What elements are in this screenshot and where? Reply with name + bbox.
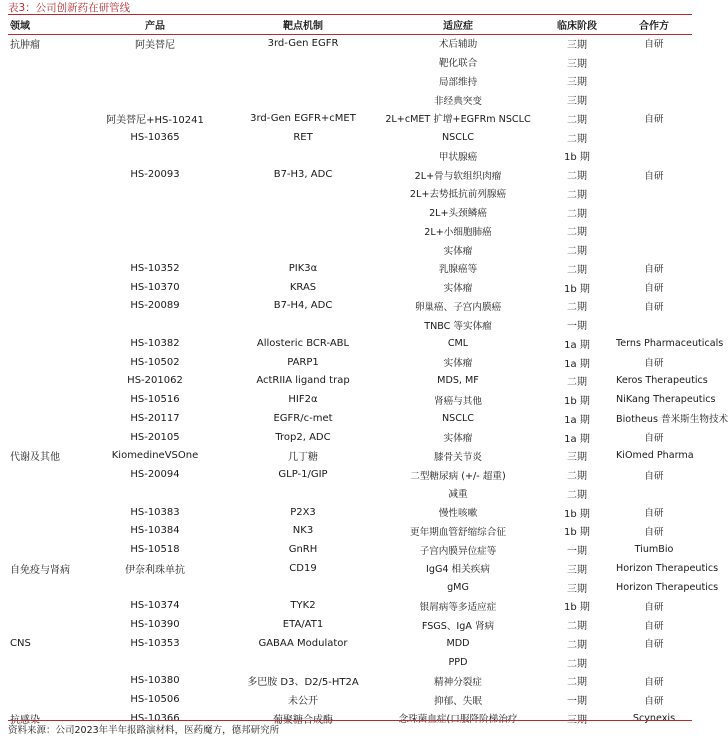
cell-phase: 二期 xyxy=(567,114,587,126)
cell-product: HS-20093 xyxy=(130,169,180,181)
cell-phase: 二期 xyxy=(567,264,587,276)
cell-phase: 二期 xyxy=(567,302,587,314)
cell-mechanism xyxy=(228,90,378,109)
cell-domain xyxy=(8,90,82,109)
cell-phase: 三期 xyxy=(567,77,587,89)
cell-partner: 自研 xyxy=(644,283,664,295)
cell-partner: 自研 xyxy=(644,301,664,313)
cell-domain xyxy=(8,315,82,334)
cell-product: HS-10353 xyxy=(130,637,180,649)
cell-indication: TNBC 等实体瘤 xyxy=(424,320,492,332)
table-row xyxy=(8,428,692,447)
cell-mechanism: B7-H3, ADC xyxy=(273,169,333,181)
cell-partner: 自研 xyxy=(644,358,664,370)
table-row xyxy=(8,90,692,109)
bottom-rule xyxy=(8,720,692,721)
cell-product: HS-10390 xyxy=(130,619,180,631)
header-indication: 适应症 xyxy=(443,21,473,32)
cell-product: HS-20094 xyxy=(130,469,180,481)
cell-indication: 非经典突变 xyxy=(434,95,482,107)
cell-domain: 代谢及其他 xyxy=(10,452,60,464)
cell-phase: 二期 xyxy=(567,246,587,258)
cell-product xyxy=(82,147,228,166)
cell-mechanism: NK3 xyxy=(292,525,314,537)
cell-partner: 自研 xyxy=(644,170,664,182)
cell-domain xyxy=(8,278,82,297)
cell-indication: 实体瘤 xyxy=(443,283,473,295)
cell-partner: 自研 xyxy=(644,470,664,482)
cell-product: HS-10502 xyxy=(130,356,180,368)
table-row xyxy=(8,203,692,222)
cell-domain xyxy=(8,578,82,597)
cell-mechanism: ActRIIA ligand trap xyxy=(256,375,350,387)
cell-mechanism xyxy=(228,184,378,203)
cell-phase: 1b 期 xyxy=(564,527,590,539)
cell-indication: CML xyxy=(447,337,469,349)
table-row xyxy=(8,165,692,184)
cell-domain xyxy=(8,53,82,72)
cell-mechanism: 3rd-Gen EGFR xyxy=(267,37,339,49)
table-row xyxy=(8,559,692,578)
cell-indication: 2L+骨与软组织肉瘤 xyxy=(414,170,502,182)
cell-product xyxy=(82,222,228,241)
table-row xyxy=(8,390,692,409)
cell-partner: 自研 xyxy=(644,264,664,276)
cell-phase: 三期 xyxy=(567,564,587,576)
cell-partner: 自研 xyxy=(644,639,664,651)
cell-partner xyxy=(616,484,692,503)
header-phase: 临床阶段 xyxy=(557,21,597,32)
cell-domain: 抗感染 xyxy=(10,714,40,726)
cell-indication: MDD xyxy=(446,637,470,649)
cell-product xyxy=(82,484,228,503)
cell-indication: 抑郁、失眠 xyxy=(434,695,482,707)
header-domain: 领域 xyxy=(10,21,30,32)
cell-domain: 抗肿瘤 xyxy=(10,39,40,51)
cell-mechanism: 葡聚糖合成酶 xyxy=(273,714,333,726)
table-row xyxy=(8,484,692,503)
cell-product: HS-10382 xyxy=(130,337,180,349)
cell-indication: 乳腺癌等 xyxy=(438,264,478,276)
cell-phase: 三期 xyxy=(567,452,587,464)
cell-phase: 1b 期 xyxy=(564,602,590,614)
header-mechanism: 靶点机制 xyxy=(283,21,323,32)
cell-indication: 慢性咳嗽 xyxy=(438,508,478,520)
cell-partner: Horizon Therapeutics xyxy=(616,581,719,593)
cell-domain: CNS xyxy=(10,637,31,649)
cell-mechanism: GABAA Modulator xyxy=(258,637,348,649)
cell-mechanism xyxy=(228,315,378,334)
cell-product xyxy=(82,315,228,334)
cell-product: HS-10506 xyxy=(130,694,180,706)
cell-domain xyxy=(8,672,82,691)
cell-phase: 三期 xyxy=(567,96,587,108)
cell-phase: 1a 期 xyxy=(564,433,590,445)
cell-domain xyxy=(8,165,82,184)
cell-mechanism: PIK3α xyxy=(288,262,318,274)
cell-mechanism: PARP1 xyxy=(287,356,319,368)
table-title: 表3：公司创新药在研管线 xyxy=(8,2,131,14)
source-note: 资料来源：公司2023年半年报路演材料，医药魔方，德邦研究所 xyxy=(8,725,280,736)
pipeline-table xyxy=(8,15,728,728)
cell-product xyxy=(82,90,228,109)
cell-partner: 自研 xyxy=(644,620,664,632)
cell-mechanism: CD19 xyxy=(289,562,317,574)
cell-phase: 1b 期 xyxy=(564,396,590,408)
cell-product xyxy=(82,203,228,222)
cell-partner: 自研 xyxy=(644,114,664,126)
cell-phase: 三期 xyxy=(567,583,587,595)
cell-product xyxy=(82,653,228,672)
cell-phase: 一期 xyxy=(567,321,587,333)
table-row xyxy=(8,522,692,541)
cell-product xyxy=(82,240,228,259)
cell-mechanism xyxy=(228,203,378,222)
cell-domain xyxy=(8,334,82,353)
cell-mechanism: HIF2α xyxy=(288,394,318,406)
table-row xyxy=(8,34,692,53)
cell-indication: 念珠菌血症(口服降阶梯治疗 xyxy=(398,714,518,726)
cell-partner: 自研 xyxy=(644,601,664,613)
header-partner: 合作方 xyxy=(639,21,669,32)
cell-mechanism: ETA/AT1 xyxy=(282,619,324,631)
cell-phase: 三期 xyxy=(567,39,587,51)
cell-product: HS-10365 xyxy=(130,131,180,143)
cell-phase: 二期 xyxy=(567,208,587,220)
cell-product: HS-10383 xyxy=(130,506,180,518)
cell-partner: 自研 xyxy=(644,526,664,538)
cell-product xyxy=(82,578,228,597)
cell-product: KiomedineVSOne xyxy=(111,450,199,462)
cell-domain xyxy=(8,465,82,484)
cell-domain xyxy=(8,372,82,391)
cell-domain xyxy=(8,128,82,147)
cell-domain xyxy=(8,484,82,503)
cell-mechanism xyxy=(228,578,378,597)
cell-domain xyxy=(8,653,82,672)
cell-mechanism xyxy=(228,653,378,672)
cell-indication: 膝骨关节炎 xyxy=(434,451,482,463)
cell-phase: 二期 xyxy=(567,471,587,483)
cell-product: HS-201062 xyxy=(127,375,183,387)
cell-indication: MDS, MF xyxy=(437,375,479,387)
cell-product: HS-10516 xyxy=(130,394,180,406)
table-row xyxy=(8,672,692,691)
cell-partner xyxy=(616,128,692,147)
cell-indication: 靶化联合 xyxy=(438,58,478,70)
cell-mechanism: RET xyxy=(293,131,313,143)
table-row xyxy=(8,503,692,522)
cell-partner: Biotheus 普米斯生物技术 xyxy=(616,414,728,426)
table-row xyxy=(8,353,692,372)
cell-domain xyxy=(8,690,82,709)
cell-phase: 二期 xyxy=(567,489,587,501)
table-row xyxy=(8,409,692,428)
cell-mechanism xyxy=(228,484,378,503)
cell-domain xyxy=(8,353,82,372)
cell-partner xyxy=(616,53,692,72)
cell-product xyxy=(82,184,228,203)
cell-phase: 二期 xyxy=(567,621,587,633)
cell-indication: 甲状腺癌 xyxy=(438,151,478,163)
cell-partner: TiumBio xyxy=(634,544,674,556)
table-row xyxy=(8,447,692,466)
cell-domain xyxy=(8,540,82,559)
cell-partner: NiKang Therapeutics xyxy=(616,394,716,406)
cell-partner xyxy=(616,72,692,91)
cell-mechanism: GnRH xyxy=(288,544,318,556)
cell-mechanism: TYK2 xyxy=(290,600,316,612)
cell-mechanism: GLP-1/GIP xyxy=(278,469,328,481)
table-row xyxy=(8,72,692,91)
cell-phase: 一期 xyxy=(567,546,587,558)
cell-phase: 二期 xyxy=(567,658,587,670)
cell-indication: 术后辅助 xyxy=(438,39,478,51)
cell-indication: 局部维持 xyxy=(438,76,478,88)
cell-partner: 自研 xyxy=(644,676,664,688)
cell-phase: 二期 xyxy=(567,133,587,145)
cell-mechanism: 未公开 xyxy=(288,696,318,708)
table-header-row xyxy=(8,15,692,34)
cell-phase: 二期 xyxy=(567,639,587,651)
cell-phase: 二期 xyxy=(567,677,587,689)
cell-phase: 二期 xyxy=(567,377,587,389)
cell-mechanism xyxy=(228,240,378,259)
table-row xyxy=(8,653,692,672)
cell-mechanism: B7-H4, ADC xyxy=(273,300,333,312)
cell-product xyxy=(82,72,228,91)
cell-indication: 子宫内膜异位症等 xyxy=(419,545,497,557)
cell-indication: 更年期血管舒缩综合征 xyxy=(410,526,506,538)
cell-domain xyxy=(8,259,82,278)
cell-domain xyxy=(8,184,82,203)
cell-partner: Horizon Therapeutics xyxy=(616,562,719,574)
cell-domain: 自免疫与肾病 xyxy=(10,564,70,576)
table-row xyxy=(8,315,692,334)
cell-phase: 1b 期 xyxy=(564,508,590,520)
cell-indication: 2L+去势抵抗前列腺癌 xyxy=(409,189,507,201)
cell-indication: IgG4 相关疾病 xyxy=(426,564,490,576)
table-row xyxy=(8,634,692,653)
cell-product: HS-20117 xyxy=(130,412,180,424)
table-row xyxy=(8,109,692,128)
cell-phase: 二期 xyxy=(567,171,587,183)
cell-domain xyxy=(8,503,82,522)
table-row xyxy=(8,128,692,147)
cell-partner xyxy=(616,315,692,334)
cell-phase: 1a 期 xyxy=(564,414,590,426)
table-row xyxy=(8,690,692,709)
cell-partner: 自研 xyxy=(644,508,664,520)
cell-domain xyxy=(8,297,82,316)
cell-partner: Terns Pharmaceuticals xyxy=(616,337,724,349)
cell-indication: 精神分裂症 xyxy=(434,676,482,688)
cell-phase: 三期 xyxy=(567,58,587,70)
cell-phase: 1b 期 xyxy=(564,283,590,295)
cell-indication: 肾癌与其他 xyxy=(434,395,482,407)
cell-product: HS-10384 xyxy=(130,525,180,537)
cell-indication: 实体瘤 xyxy=(443,245,473,257)
cell-mechanism xyxy=(228,53,378,72)
cell-product: HS-10370 xyxy=(130,281,180,293)
cell-domain xyxy=(8,222,82,241)
cell-product: HS-10366 xyxy=(130,712,180,724)
cell-domain xyxy=(8,615,82,634)
cell-phase: 二期 xyxy=(567,227,587,239)
table-row xyxy=(8,297,692,316)
cell-partner xyxy=(616,147,692,166)
cell-domain xyxy=(8,390,82,409)
cell-indication: 实体瘤 xyxy=(443,433,473,445)
cell-domain xyxy=(8,72,82,91)
cell-product: HS-10380 xyxy=(130,675,180,687)
cell-product: 伊奈利珠单抗 xyxy=(125,564,185,576)
cell-partner: KiOmed Pharma xyxy=(616,450,694,462)
cell-indication: 2L+头颈鳞癌 xyxy=(429,208,487,220)
table-row xyxy=(8,597,692,616)
cell-partner xyxy=(616,184,692,203)
cell-mechanism: 几丁糖 xyxy=(288,452,318,464)
cell-partner: 自研 xyxy=(644,433,664,445)
cell-partner xyxy=(616,90,692,109)
cell-phase: 1a 期 xyxy=(564,339,590,351)
cell-indication: 实体瘤 xyxy=(443,358,473,370)
cell-phase: 1b 期 xyxy=(564,152,590,164)
header-product: 产品 xyxy=(145,21,165,32)
cell-mechanism: Trop2, ADC xyxy=(275,431,331,443)
cell-product: HS-20089 xyxy=(130,300,180,312)
cell-domain xyxy=(8,203,82,222)
cell-phase: 三期 xyxy=(567,714,587,726)
cell-mechanism xyxy=(228,222,378,241)
cell-indication: 2L+cMET 扩增+EGFRm NSCLC xyxy=(385,114,531,126)
cell-indication: 二型糖尿病 (+/- 超重) xyxy=(410,470,506,482)
table-row xyxy=(8,334,692,353)
cell-domain xyxy=(8,109,82,128)
cell-mechanism: P2X3 xyxy=(290,506,316,518)
cell-phase: 二期 xyxy=(567,189,587,201)
cell-partner xyxy=(616,203,692,222)
table-row xyxy=(8,184,692,203)
cell-domain xyxy=(8,428,82,447)
cell-indication: 卵巢癌、子宫内膜癌 xyxy=(414,301,502,313)
cell-phase: 1a 期 xyxy=(564,358,590,370)
table-row xyxy=(8,222,692,241)
cell-mechanism: 3rd-Gen EGFR+cMET xyxy=(250,112,356,124)
table-row xyxy=(8,372,692,391)
table-row xyxy=(8,578,692,597)
cell-product: HS-10518 xyxy=(130,544,180,556)
cell-domain xyxy=(8,147,82,166)
table-row xyxy=(8,259,692,278)
cell-mechanism: EGFR/c-met xyxy=(273,412,333,424)
cell-product: 阿美替尼 xyxy=(135,39,175,51)
table-row xyxy=(8,53,692,72)
cell-indication: gMG xyxy=(447,581,469,593)
cell-partner: 自研 xyxy=(644,695,664,707)
table-row xyxy=(8,278,692,297)
cell-mechanism: KRAS xyxy=(289,281,317,293)
cell-domain xyxy=(8,597,82,616)
cell-indication: NSCLC xyxy=(441,131,474,143)
cell-partner: 自研 xyxy=(644,39,664,51)
cell-indication: 银屑病等多适应症 xyxy=(419,601,497,613)
cell-product: HS-20105 xyxy=(130,431,180,443)
cell-product: 阿美替尼+HS-10241 xyxy=(106,114,204,126)
cell-mechanism: Allosteric BCR-ABL xyxy=(256,337,350,349)
cell-domain xyxy=(8,522,82,541)
cell-domain xyxy=(8,240,82,259)
table-row xyxy=(8,540,692,559)
cell-product: HS-10374 xyxy=(130,600,180,612)
table-row xyxy=(8,240,692,259)
cell-partner xyxy=(616,222,692,241)
cell-mechanism: 多巴胺 D3、D2/5-HT2A xyxy=(247,677,359,689)
cell-indication: 2L+小细胞肺癌 xyxy=(424,226,492,238)
cell-partner xyxy=(616,653,692,672)
cell-indication: PPD xyxy=(448,656,468,668)
cell-indication: FSGS、IgA 肾病 xyxy=(421,620,495,632)
cell-mechanism xyxy=(228,147,378,166)
cell-product: HS-10352 xyxy=(130,262,180,274)
cell-indication: NSCLC xyxy=(441,412,474,424)
cell-mechanism xyxy=(228,72,378,91)
cell-partner: Scynexis xyxy=(632,712,676,724)
table-body xyxy=(8,34,728,728)
table-row xyxy=(8,615,692,634)
cell-partner: Keros Therapeutics xyxy=(616,375,708,387)
table-row xyxy=(8,465,692,484)
header-rule xyxy=(8,34,692,35)
cell-product xyxy=(82,53,228,72)
cell-phase: 一期 xyxy=(567,696,587,708)
cell-partner xyxy=(616,240,692,259)
table-row xyxy=(8,147,692,166)
cell-domain xyxy=(8,409,82,428)
cell-indication: 减重 xyxy=(448,489,468,501)
